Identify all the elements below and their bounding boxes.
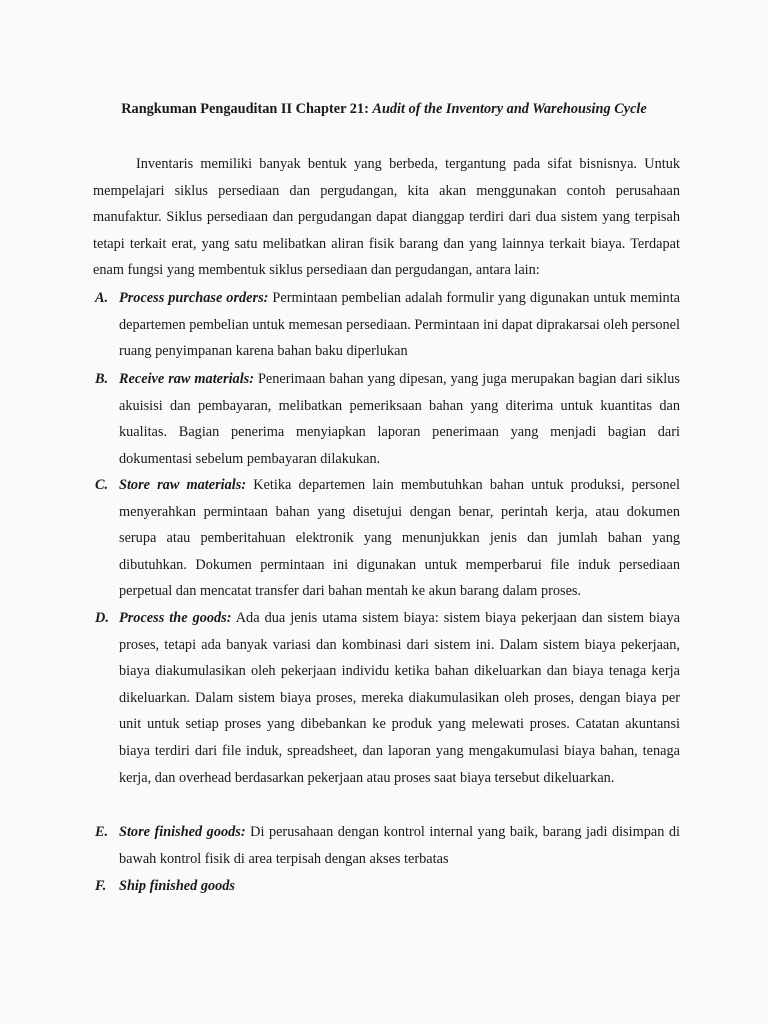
list-item-body — [119, 472, 680, 605]
list-term: Store finished goods: — [119, 824, 246, 840]
list-letter: E. — [95, 824, 109, 840]
document-title — [40, 101, 728, 118]
list-item-d — [93, 605, 680, 791]
list-text: Permintaan pembelian adalah formulir yang digunakan untuk meminta departemen pembelian untuk memesan persediaan. Permintaan ini dapat diprakarsai oleh personel ruang penyimpanan karena bahan baku diperlukan — [119, 290, 681, 360]
list-term: Store raw materials: — [119, 477, 247, 493]
list-letter: F. — [95, 878, 107, 894]
list-term: Process the goods: — [119, 610, 232, 626]
list-item-b — [93, 366, 680, 472]
list-letter: D. — [95, 610, 109, 626]
list-item-f — [93, 873, 680, 900]
title-italic-text: Audit of the Inventory and Warehousing Cycle — [372, 101, 647, 117]
list-letter: C. — [95, 477, 109, 493]
list-item-body — [119, 366, 680, 472]
list-text: Penerimaan bahan yang dipesan, yang juga merupakan bagian dari siklus akuisisi dan pembayaran, melibatkan pemeriksaan bahan yang diterima untuk kuantitas dan kualitas. Bagian penerima menyiapkan laporan penerimaan yang menjadi bagian dari dokumentasi sebelum pembayaran dilakukan. — [119, 371, 680, 467]
list-item-body — [119, 873, 680, 900]
list-item-e — [93, 819, 680, 872]
intro-text: Inventaris memiliki banyak bentuk yang berbeda, tergantung pada sifat bisnisnya. Untuk mempelajari siklus persediaan dan pergudangan, kita akan menggunakan contoh perusahaan manufaktur. Siklus persediaan dan pergudangan dapat dianggap terdiri dari dua sistem yang terpisah tetapi terkait erat, yang satu melibatkan aliran fisik barang dan yang lainnya terkait biaya. Terdapat enam fungsi yang membentuk siklus persediaan dan pergudangan, antara lain: — [93, 156, 680, 279]
intro-paragraph — [93, 151, 680, 284]
list-term: Ship finished goods — [119, 878, 235, 894]
list-letter: A. — [95, 290, 109, 306]
list-item-body — [119, 285, 680, 365]
list-text: Ada dua jenis utama sistem biaya: sistem biaya pekerjaan dan sistem biaya proses, tetapi ada banyak variasi dan kombinasi dari sistem ini. Dalam sistem biaya pekerjaan, biaya diakumulasikan oleh pekerjaan individu ketika bahan dikeluarkan dan biaya tenaga kerja dikeluarkan. Dalam sistem biaya proses, mereka diakumulasikan oleh proses, dengan biaya per unit untuk setiap proses yang dibebankan ke produk yang melewati proses. Catatan akuntansi biaya terdiri dari file induk, spreadsheet, dan laporan yang mengakumulasi biaya bahan, tenaga kerja, dan overhead berdasarkan pekerjaan atau proses saat biaya tersebut dikeluarkan. — [119, 610, 680, 786]
list-item-body — [119, 819, 680, 872]
list-item-body — [119, 605, 680, 791]
title-bold-text: Rangkuman Pengauditan II Chapter 21: — [121, 101, 373, 117]
list-term: Receive raw materials: — [119, 371, 254, 387]
list-item-c — [93, 472, 680, 605]
list-term: Process purchase orders: — [119, 290, 269, 306]
list-text: Ketika departemen lain membutuhkan bahan untuk produksi, personel menyerahkan permintaan bahan yang disetujui dengan benar, perintah kerja, atau dokumen serupa atau pemberitahuan elektronik yang menunjukkan jenis dan jumlah bahan yang dibutuhkan. Dokumen permintaan ini digunakan untuk memperbarui file induk persediaan perpetual dan mencatat transfer dari bahan mentah ke akun barang dalam proses. — [119, 477, 680, 600]
list-text: Di perusahaan dengan kontrol internal yang baik, barang jadi disimpan di bawah kontrol fisik di area terpisah dengan akses terbatas — [119, 824, 680, 867]
list-letter: B. — [95, 371, 109, 387]
list-item-a — [93, 285, 680, 365]
